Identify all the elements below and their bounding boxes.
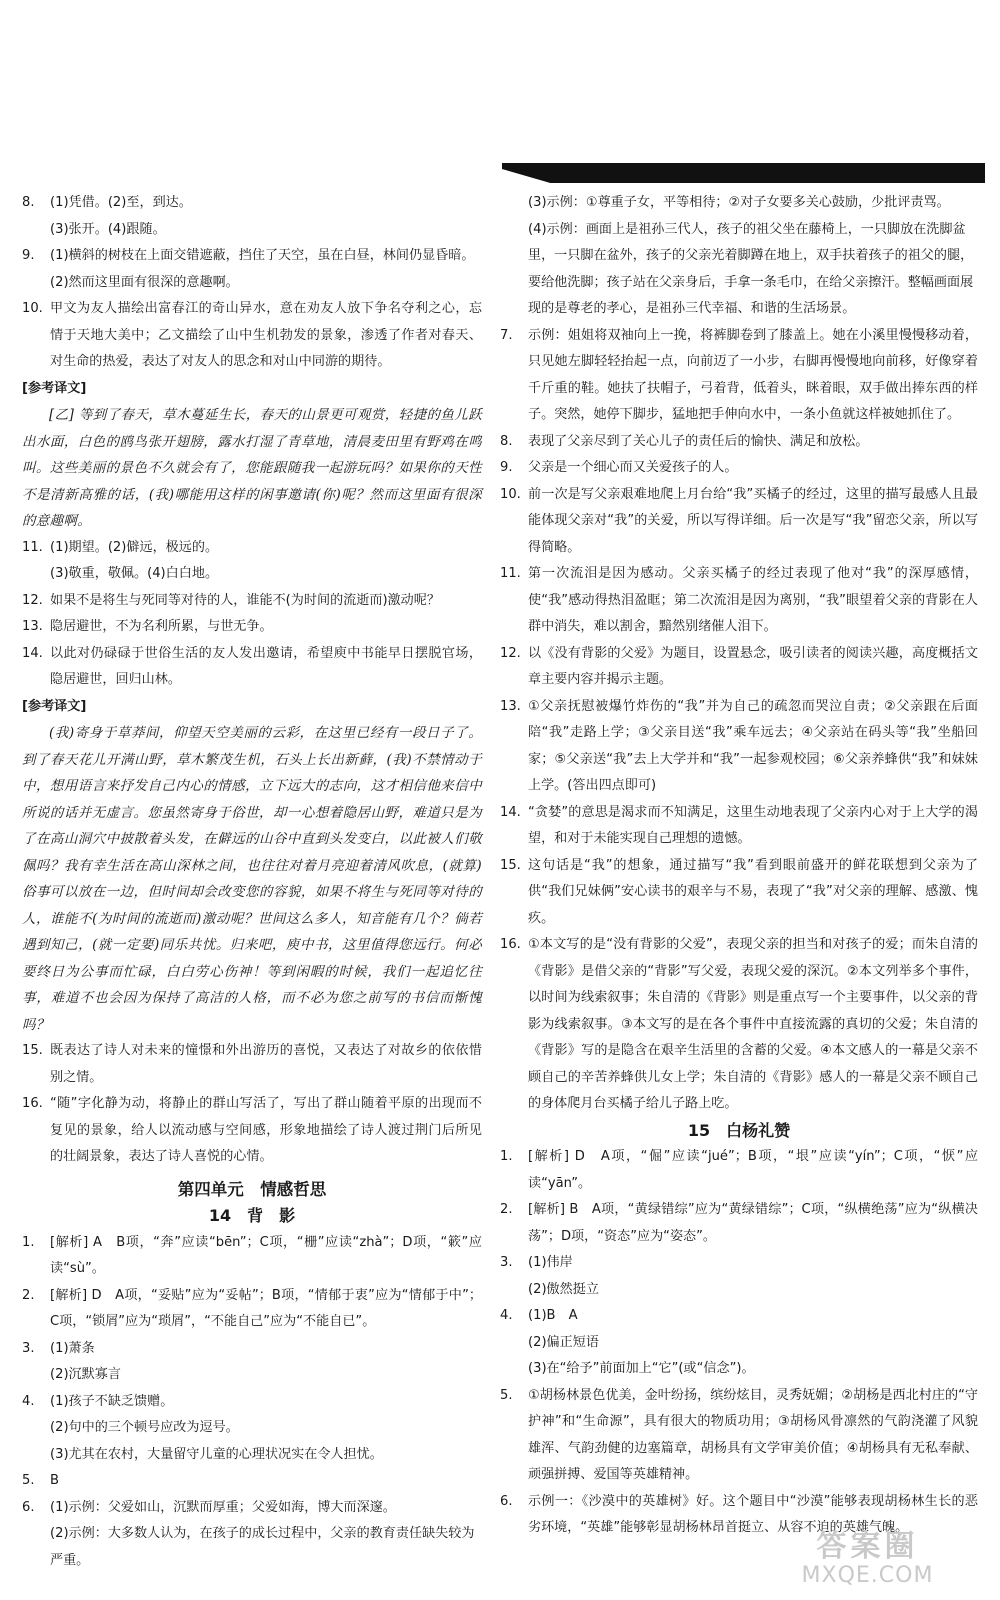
item-number: 15. bbox=[500, 857, 521, 873]
item-text: 这句话是“我”的想象，通过描写“我”看到眼前盛开的鲜花联想到父亲为了供“我们兄妹俩”安心读书的艰辛与不易，表现了“我”对父亲的理解、感激、愧疚。 bbox=[528, 857, 978, 926]
item-text: 以《没有背影的父爱》为题目，设置悬念，吸引读者的阅读兴趣，高度概括文章主要内容并揭示主题。 bbox=[528, 645, 978, 687]
item-number: 3. bbox=[22, 1340, 35, 1356]
answer-item bbox=[22, 1091, 482, 1171]
item-text: (1)孩子不缺乏馈赠。 bbox=[50, 1393, 174, 1409]
watermark-logo bbox=[755, 1530, 980, 1590]
item-text: (1)示例：父爱如山，沉默而厚重；父爱如海，博大而深邃。 bbox=[50, 1499, 396, 1515]
item-text: B bbox=[50, 1473, 59, 1488]
answer-item bbox=[22, 190, 482, 217]
item-text: 第一次流泪是因为感动。父亲买橘子的经过表现了他对“我”的深厚感情，使“我”感动得热泪盈眶；第二次流泪是因为离别，“我”眼望着父亲的背影在人群中消失，难以割舍，黯然别绪催人泪下。 bbox=[528, 566, 978, 634]
item-text: [解析] D A项，“倔”应读“jué”；B项，“垠”应读“yín”；C项，“恹”应读“yān”。 bbox=[528, 1149, 978, 1191]
right-column bbox=[500, 190, 978, 1542]
sub-answer: (3)在“给予”前面加上“它”(或“信念”)。 bbox=[528, 1361, 755, 1376]
item-text: 表现了父亲尽到了关心儿子的责任后的愉快、满足和放松。 bbox=[528, 433, 869, 449]
answer-item bbox=[22, 1230, 482, 1283]
item-text: (1)萧条 bbox=[50, 1340, 95, 1356]
answer-item bbox=[500, 800, 978, 853]
answer-item bbox=[500, 429, 978, 456]
answer-item bbox=[500, 694, 978, 800]
answer-item bbox=[500, 1383, 978, 1489]
sub-answer: (2)句中的三个顿号应改为逗号。 bbox=[50, 1420, 239, 1435]
answer-item bbox=[22, 641, 482, 694]
answer-item bbox=[500, 1303, 978, 1330]
sub-answer: (4)示例：画面上是祖孙三代人，孩子的祖父坐在藤椅上，一只脚放在洗脚盆里，一只脚在盆外，孩子的父亲光着脚蹲在地上，双手扶着孩子的祖父的腿，要给他洗脚；孩子站在父亲身后，手拿一条毛巾，在给父亲擦汗。整幅画面展现的是尊老的孝心，是祖孙三代幸福、和谐的生活场景。 bbox=[528, 221, 974, 316]
translation-heading: [参考译文] bbox=[22, 698, 87, 714]
sub-answer: (2)然而这里面有很深的意趣啊。 bbox=[50, 274, 239, 290]
answer-item bbox=[500, 1144, 978, 1197]
item-text: 既表达了诗人对未来的憧憬和外出游历的喜悦，又表达了对故乡的依依惜别之情。 bbox=[50, 1043, 482, 1085]
item-text: ①本文写的是“没有背影的父爱”，表现父亲的担当和对孩子的爱；而朱自清的《背影》是借父亲的“背影”写父爱，表现父爱的深沉。②本文列举多个事件，以时间为线索叙事；朱自清的《背影》则是重点写一个主要事件，以父亲的背影为线索叙事。③本文写的是在各个事件中直接流露的真切的父爱；朱自清的《背影》写的是隐含在艰辛生活里的含蓄的父爱。④本文感人的一幕是父亲不顾自己的辛苦养蜂供儿女上学；朱自清的《背影》感人的一幕是父亲不顾自己的身体爬月台买橘子给儿子路上吃。 bbox=[528, 937, 978, 1111]
item-text: “贪婪”的意思是渴求而不知满足，这里生动地表现了父亲内心对于上大学的渴望，和对于未能实现自己理想的遗憾。 bbox=[528, 804, 978, 846]
answer-item bbox=[500, 932, 978, 1118]
unit-title: 第四单元 情感哲思 bbox=[177, 1179, 327, 1199]
answer-item bbox=[22, 1495, 482, 1522]
answer-item bbox=[500, 561, 978, 641]
item-number: 8. bbox=[22, 195, 35, 210]
answer-item bbox=[22, 1389, 482, 1416]
item-number: 8. bbox=[500, 433, 513, 449]
item-text: (1)伟岸 bbox=[528, 1255, 573, 1270]
item-number: 15. bbox=[22, 1043, 43, 1058]
item-text: ①胡杨林景色优美，金叶纷扬，缤纷炫目，灵秀妩媚；②胡杨是西北村庄的“守护神”和“生命源”，具有很大的物质功用；③胡杨风骨凛然的气韵浇灌了风貌雄浑、气韵劲健的边塞篇章，胡杨具有文学审美价值；④胡杨具有无私奉献、顽强拼搏、爱国等英雄精神。 bbox=[528, 1387, 978, 1482]
sub-answer: (3)示例：①尊重子女，平等相待；②对子女要多关心鼓励，少批评责骂。 bbox=[528, 195, 950, 210]
item-number: 2. bbox=[500, 1202, 513, 1217]
answer-item bbox=[22, 614, 482, 641]
item-number: 10. bbox=[500, 486, 521, 502]
item-text: 示例：姐姐将双袖向上一挽，将裤脚卷到了膝盖上。她在小溪里慢慢移动着，只见她左脚轻轻抬起一点，向前迈了一小步，右脚再慢慢地向前移，好像穿着千斤重的鞋。她扶了扶帽子，弓着背，低着头，眯着眼，双手做出捧东西的样子。突然，她停下脚步，猛地把手伸向水中，一条小鱼就这样被她抓住了。 bbox=[528, 327, 978, 422]
answer-item bbox=[22, 243, 482, 270]
watermark-url: MXQE.COM bbox=[801, 1563, 934, 1588]
header-bar bbox=[502, 163, 985, 183]
item-text: 甲文为友人描绘出富春江的奇山异水，意在劝友人放下争名夺利之心，忘情于天地大美中；乙文描绘了山中生机勃发的景象，渗透了作者对春天、对生命的热爱，表达了对友人的思念和对山中同游的期待。 bbox=[50, 301, 482, 369]
watermark-text: 答案圈 bbox=[816, 1529, 919, 1564]
answer-item bbox=[22, 1283, 482, 1336]
item-text: ①父亲抚慰被爆竹炸伤的“我”并为自己的疏忽而哭泣自责；②父亲跟在后面陪“我”走路上学；③父亲目送“我”乘车远去；④父亲站在码头等“我”坐船回家；⑤父亲送“我”去上大学并和“我”一起参观校园；⑥父亲养蜂供“我”和妹妹上学。(答出四点即可) bbox=[528, 698, 978, 793]
item-text: (1)凭借。(2)至，到达。 bbox=[50, 195, 192, 210]
item-number: 5. bbox=[500, 1387, 513, 1403]
item-number: 12. bbox=[500, 645, 521, 661]
item-text: 隐居避世，不为名利所累，与世无争。 bbox=[50, 619, 273, 634]
item-number: 11. bbox=[500, 566, 521, 581]
item-number: 1. bbox=[500, 1149, 513, 1164]
item-text: [解析] B A项，“黄绿错综”应为“黄绿错综”；C项，“纵横绝荡”应为“纵横决荡”；D项，“资态”应为“姿态”。 bbox=[528, 1202, 978, 1244]
answer-item bbox=[500, 1250, 978, 1277]
sub-answer: (2)示例：大多数人认为，在孩子的成长过程中，父亲的教育责任缺失较为严重。 bbox=[50, 1526, 475, 1568]
item-number: 12. bbox=[22, 592, 43, 608]
answer-item bbox=[500, 323, 978, 429]
left-column bbox=[22, 190, 482, 1574]
answer-item bbox=[22, 1336, 482, 1363]
item-text: 示例一：《沙漠中的英雄树》好。这个题目中“沙漠”能够表现胡杨林生长的恶劣环境，“英雄”能够彰显胡杨林昂首挺立、从容不迫的英雄气魄。 bbox=[528, 1493, 978, 1535]
item-number: 16. bbox=[500, 937, 521, 952]
answer-item bbox=[500, 1197, 978, 1250]
sub-answer: (3)张开。(4)跟随。 bbox=[50, 221, 166, 237]
sub-answer: (3)敬重，敬佩。(4)白白地。 bbox=[50, 566, 219, 581]
item-number: 13. bbox=[500, 698, 521, 714]
answer-item bbox=[22, 535, 482, 562]
answer-item bbox=[22, 1038, 482, 1091]
item-number: 3. bbox=[500, 1255, 513, 1270]
sub-answer: (2)沉默寡言 bbox=[50, 1367, 121, 1382]
translation-text: (我)寄身于草莽间，仰望天空美丽的云彩，在这里已经有一段日子了。到了春天花儿开满山野，草木繁茂生机，石头上长出新藓，(我)不禁情动于中，想用语言来抒发自己内心的情感，立下远大的志向，这才相信他来信中所说的话并无虚言。您虽然寄身于俗世，却一心想着隐居山野，难道只是为了在高山洞穴中披散着头发，在僻远的山谷中直到头发变白，以此被人们敬佩吗？我有幸生活在高山深林之间，也往往对着月亮迎着清风吹息，(就算)俗事可以放在一边，但时间却会改变您的容貌，如果不将生与死同等对待的人，谁能不(为时间的流逝而)激动呢？世间这么多人，知音能有几个？倘若遇到知己，(就一定要)同乐共忧。归来吧，庾中书，这里值得您远行。何必要终日为公事而忙碌，白白劳心伤神！等到闲暇的时候，我们一起追忆往事，难道不也会因为保持了高洁的人格，而不必为您之前写的书信而惭愧吗？ bbox=[22, 725, 482, 1033]
item-number: 4. bbox=[22, 1393, 35, 1409]
item-number: 9. bbox=[500, 460, 513, 475]
item-text: 前一次是写父亲艰难地爬上月台给“我”买橘子的经过，这里的描写最感人且最能体现父亲对“我”的关爱，所以写得详细。后一次是写“我”留恋父亲，所以写得简略。 bbox=[528, 486, 978, 555]
item-text: 如果不是将生与死同等对待的人，谁能不(为时间的流逝而)激动呢？ bbox=[50, 592, 440, 608]
sub-answer: (3)尤其在农村，大量留守儿童的心理状况实在令人担忧。 bbox=[50, 1446, 383, 1462]
item-text: (1)横斜的树枝在上面交错遮蔽，挡住了天空，虽在白昼，林间仍显昏暗。 bbox=[50, 248, 475, 263]
lesson-title: 14 背 影 bbox=[208, 1206, 296, 1225]
item-text: 父亲是一个细心而又关爱孩子的人。 bbox=[528, 460, 738, 475]
item-text: 以此对仍碌碌于世俗生活的友人发出邀请，希望庾中书能早日摆脱官场，隐居避世，回归山林。 bbox=[50, 645, 482, 687]
item-number: 10. bbox=[22, 301, 43, 316]
item-number: 6. bbox=[22, 1499, 35, 1515]
item-number: 14. bbox=[500, 804, 521, 820]
answer-item bbox=[22, 296, 482, 376]
item-number: 16. bbox=[22, 1096, 43, 1111]
lesson-title: 15 白杨礼赞 bbox=[687, 1120, 791, 1140]
answer-item bbox=[500, 641, 978, 694]
item-number: 13. bbox=[22, 619, 43, 634]
item-number: 6. bbox=[500, 1493, 513, 1509]
answer-item bbox=[22, 1468, 482, 1495]
item-number: 9. bbox=[22, 248, 35, 263]
item-number: 1. bbox=[22, 1234, 35, 1250]
answer-item bbox=[500, 482, 978, 562]
answer-item bbox=[22, 588, 482, 615]
item-number: 4. bbox=[500, 1308, 513, 1323]
translation-heading: [参考译文] bbox=[22, 380, 87, 396]
item-text: (1)期望。(2)僻远，极远的。 bbox=[50, 539, 219, 555]
item-text: [解析] A B项，“奔”应读“bēn”；C项，“栅”应读“zhà”；D项，“簌”应读“sù”。 bbox=[50, 1234, 482, 1276]
item-number: 5. bbox=[22, 1473, 35, 1488]
answer-item bbox=[500, 853, 978, 933]
sub-answer: (2)偏正短语 bbox=[528, 1334, 599, 1350]
item-number: 7. bbox=[500, 327, 513, 343]
sub-answer: (2)傲然挺立 bbox=[528, 1281, 599, 1297]
answer-item bbox=[500, 455, 978, 482]
item-text: “随”字化静为动，将静止的群山写活了，写出了群山随着平原的出现而不复见的景象，给人以流动感与空间感，形象地描绘了诗人渡过荆门后所见的壮阔景象，表达了诗人喜悦的心情。 bbox=[50, 1096, 482, 1164]
item-number: 14. bbox=[22, 645, 43, 661]
item-text: (1)B A bbox=[528, 1308, 578, 1323]
item-text: [解析] D A项，“妥贴”应为“妥帖”；B项，“情郁于衷”应为“情郁于中”；C项，“锁屑”应为“琐屑”，“不能自己”应为“不能自已”。 bbox=[50, 1287, 482, 1329]
item-number: 11. bbox=[22, 539, 43, 555]
translation-text: [乙] 等到了春天，草木蔓延生长，春天的山景更可观赏，轻捷的鱼儿跃出水面，白色的鸥鸟张开翅膀，露水打湿了青草地，清晨麦田里有野鸡在鸣叫。这些美丽的景色不久就会有了，您能跟随我一起游玩吗？如果你的天性不是清新高雅的话，(我)哪能用这样的闲事邀请(你)呢？然而这里面有很深的意趣啊。 bbox=[22, 407, 482, 529]
item-number: 2. bbox=[22, 1287, 35, 1303]
